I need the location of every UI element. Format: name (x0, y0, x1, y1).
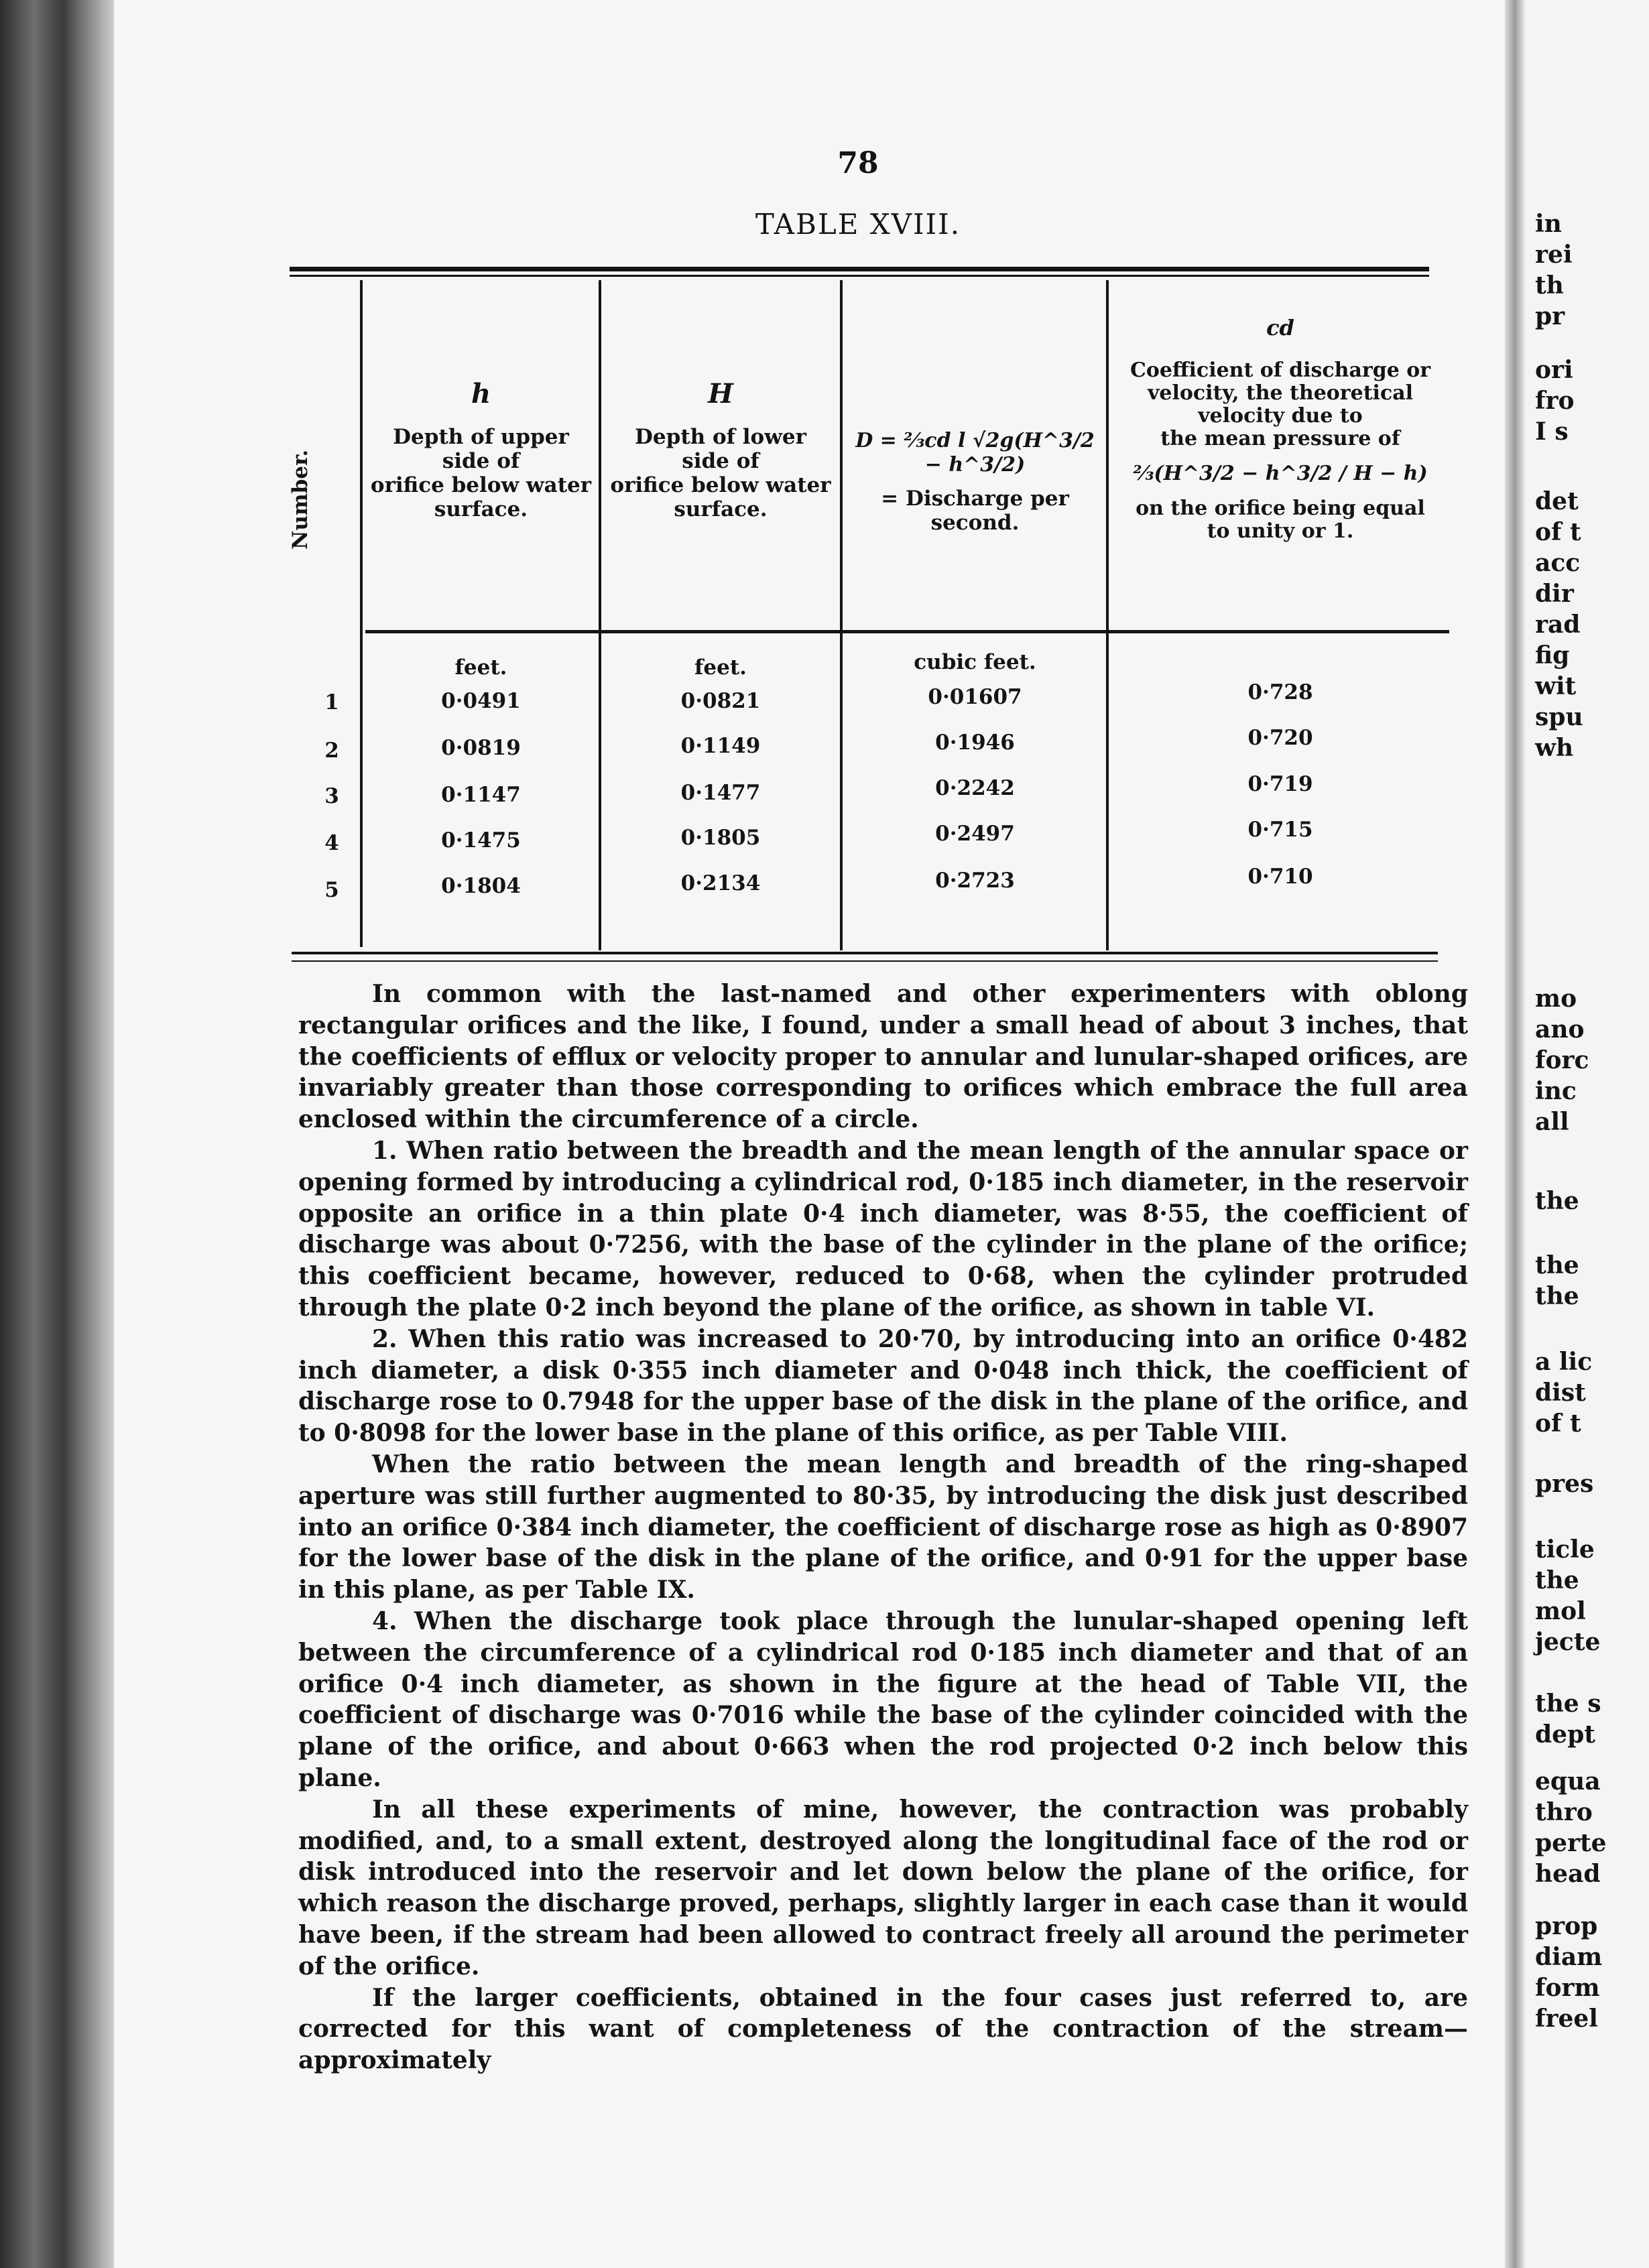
page-gutter (1505, 0, 1525, 2268)
col-cd-desc: the mean pressure of (1160, 427, 1400, 450)
facing-page-text: fig (1535, 641, 1570, 670)
facing-page-text: mo (1535, 985, 1577, 1013)
cell-h: 0·1804 (441, 874, 521, 898)
col-H-desc: side of (682, 449, 759, 473)
facing-page-text: thro (1535, 1798, 1593, 1826)
facing-page-text: rad (1535, 611, 1581, 639)
cell-D: 0·2242 (935, 776, 1015, 800)
paragraph: When the ratio between the mean length and breadth of the ring-shaped aperture was still further augmented to 80·35, by introducing the disk just described into an orifice 0·384 inch diameter, the coefficient of discharge rose as high as 0·8907 for the lower base of the disk in the plane of the orifice, and 0·91 for the upper base in this plane, as per Table IX. (298, 1450, 1468, 1604)
col-D-formula: D = ⅔cd l √2g(H^3/2 − h^3/2) (855, 429, 1095, 477)
unit-H: feet. (694, 655, 747, 680)
cell-h: 0·0491 (441, 689, 521, 713)
facing-page-text: the (1535, 1187, 1579, 1215)
col-cd-formula: ⅔(H^3/2 − h^3/2 / H − h) (1133, 462, 1428, 485)
table-bottom-rule-thin (292, 960, 1438, 962)
col-h-desc: Depth of upper (393, 425, 569, 449)
cell-D: 0·1946 (935, 731, 1015, 755)
col-H-desc: Depth of lower (635, 425, 806, 449)
facing-page-text: dist (1535, 1379, 1586, 1407)
facing-page-text: dir (1535, 580, 1574, 608)
col-cd-symbol: cd (1266, 315, 1294, 340)
col-h-symbol: h (471, 378, 491, 410)
cell-D: 0·01607 (928, 685, 1022, 709)
column-divider (360, 280, 363, 947)
facing-page-text: I s (1535, 418, 1569, 446)
facing-page-text: dept (1535, 1720, 1595, 1749)
facing-page-text: the s (1535, 1690, 1601, 1718)
col-cd-desc2: to unity or 1. (1207, 519, 1354, 543)
col-cd-desc2: on the orifice being equal (1136, 497, 1425, 520)
facing-page-text: prop (1535, 1912, 1598, 1940)
facing-page-text: rei (1535, 241, 1573, 269)
cell-D: 0·2497 (935, 822, 1015, 846)
row-number: 4 (324, 831, 339, 855)
col-cd-desc: velocity due to (1198, 404, 1363, 428)
cell-H: 0·1149 (680, 734, 761, 758)
cell-cd: 0·719 (1247, 772, 1313, 796)
col-H-header (603, 378, 838, 521)
col-D-desc: = Discharge per (881, 487, 1069, 511)
page-number: 78 (837, 146, 879, 180)
col-H-desc: surface. (674, 497, 768, 521)
paragraph: 2. When this ratio was increased to 20·70, by introducing into an orifice 0·482 inch diameter, a disk 0·355 inch diameter and 0·048 inch thick, the coefficient of discharge rose to 0.7948 for the upper base of the disk in the plane of the orifice, and to 0·8098 for the lower base in the plane of this orifice, as per Table VIII. (298, 1324, 1468, 1448)
facing-page-text: ori (1535, 356, 1573, 384)
facing-page-text: ticle (1535, 1535, 1595, 1564)
facing-page-text: in (1535, 210, 1562, 238)
column-divider (1106, 280, 1109, 950)
col-D-desc: second. (930, 511, 1020, 535)
facing-page-text: the (1535, 1251, 1579, 1279)
col-h-desc: orifice below water (370, 473, 592, 497)
cell-cd: 0·728 (1247, 680, 1313, 704)
facing-page-text: pr (1535, 302, 1565, 330)
unit-D: cubic feet. (914, 650, 1036, 674)
facing-page-text: wh (1535, 734, 1574, 762)
column-divider (840, 280, 843, 950)
table-bottom-rule (292, 952, 1438, 954)
facing-page-text: mol (1535, 1597, 1586, 1625)
row-number: 3 (324, 784, 339, 808)
cell-h: 0·1475 (441, 828, 521, 853)
facing-page-text: the (1535, 1566, 1579, 1594)
facing-page-text: pres (1535, 1470, 1594, 1498)
table-top-rule-thin (290, 275, 1429, 277)
facing-page-text: the (1535, 1282, 1579, 1310)
cell-H: 0·2134 (680, 871, 761, 895)
col-D-header (846, 429, 1104, 535)
book-spine (0, 0, 114, 2268)
unit-h: feet. (454, 655, 507, 680)
facing-page-text: of t (1535, 518, 1581, 546)
paragraph: If the larger coefficients, obtained in the four cases just referred to, are corrected for this want of completeness of the contraction of the stream—approximately (298, 1983, 1468, 2075)
row-number: 1 (324, 690, 339, 714)
col-h-header (365, 378, 597, 521)
cell-cd: 0·710 (1247, 865, 1313, 889)
col-h-desc: surface. (434, 497, 528, 521)
facing-page-text: a lic (1535, 1348, 1593, 1376)
paragraph: In all these experiments of mine, however, the contraction was probably modified, and, to a small extent, destroyed along the longitudinal face of the rod or disk introduced into the reservoir and let down below the plane of the orifice, for which reason the discharge proved, perhaps, slightly larger in each case than it would have been, if the stream had been allowed to contract freely all around the perimeter of the orifice. (298, 1795, 1468, 1980)
cell-cd: 0·720 (1247, 726, 1313, 750)
cell-h: 0·0819 (441, 736, 521, 760)
facing-page-text: of t (1535, 1409, 1581, 1438)
cell-cd: 0·715 (1247, 818, 1313, 842)
col-cd-desc: Coefficient of discharge or (1129, 359, 1431, 382)
cell-H: 0·1477 (680, 781, 761, 805)
col-cd-header (1113, 316, 1448, 543)
cell-H: 0·0821 (680, 689, 761, 713)
column-divider (599, 280, 601, 950)
facing-page-text: jecte (1535, 1628, 1601, 1656)
row-number: 5 (324, 878, 339, 902)
cell-D: 0·2723 (935, 869, 1015, 893)
facing-page-text: all (1535, 1108, 1569, 1136)
facing-page-text: form (1535, 1974, 1600, 2002)
facing-page-text: freel (1535, 2005, 1598, 2033)
facing-page-text: acc (1535, 549, 1581, 577)
col-cd-desc: velocity, the theoretical (1147, 381, 1414, 405)
facing-page-text: wit (1535, 672, 1577, 700)
paragraph: 1. When ratio between the breadth and the mean length of the annular space or opening formed by introducing a cylindrical rod, 0·185 inch diameter, in the reservoir opposite an orifice in a thin plate 0·4 inch diameter, was 8·55, the coefficient of discharge was about 0·7256, with the base of the cylinder in the plane of the orifice; this coefficient became, however, reduced to 0·68, when the cylinder protruded through the plate 0·2 inch beyond the plane of the orifice, as shown in table VI. (298, 1136, 1468, 1322)
paragraph: 4. When the discharge took place through the lunular-shaped opening left between the circumference of a cylindrical rod 0·185 inch diameter and that of an orifice 0·4 inch diameter, as shown in the figure at the head of Table VII, the coefficient of discharge was 0·7016 while the base of the cylinder coincided with the plane of the orifice, and about 0·663 when the rod projected 0·2 inch below this plane. (298, 1606, 1468, 1792)
paragraph: In common with the last-named and other experimenters with oblong rectangular orifices and the like, I found, under a small head of about 3 inches, that the coefficients of efflux or velocity proper to annular and lunular-shaped orifices, are invariably greater than those corresponding to orifices which embrace the full area enclosed within the circumference of a circle. (298, 980, 1468, 1134)
facing-page-text: head (1535, 1860, 1601, 1888)
col-h-desc: side of (442, 449, 520, 473)
facing-page-text: fro (1535, 387, 1575, 415)
number-column-header: Number. (288, 449, 312, 550)
facing-page-text: ano (1535, 1015, 1585, 1044)
table-top-rule (290, 267, 1429, 271)
col-H-desc: orifice below water (610, 473, 831, 497)
row-number: 2 (324, 739, 339, 763)
facing-page-text: perte (1535, 1829, 1607, 1857)
facing-page-text: th (1535, 271, 1564, 300)
header-bottom-rule (365, 630, 1449, 633)
facing-page-text: forc (1535, 1046, 1589, 1074)
facing-page-text: diam (1535, 1943, 1603, 1971)
facing-page-text: det (1535, 487, 1579, 515)
body-text (298, 979, 1468, 2076)
facing-page-text: spu (1535, 703, 1583, 731)
col-H-symbol: H (708, 378, 733, 410)
cell-H: 0·1805 (680, 826, 761, 850)
facing-page-text: equa (1535, 1767, 1601, 1796)
table-title: TABLE XVIII. (755, 208, 961, 241)
facing-page-text: inc (1535, 1077, 1577, 1105)
cell-h: 0·1147 (441, 783, 521, 807)
